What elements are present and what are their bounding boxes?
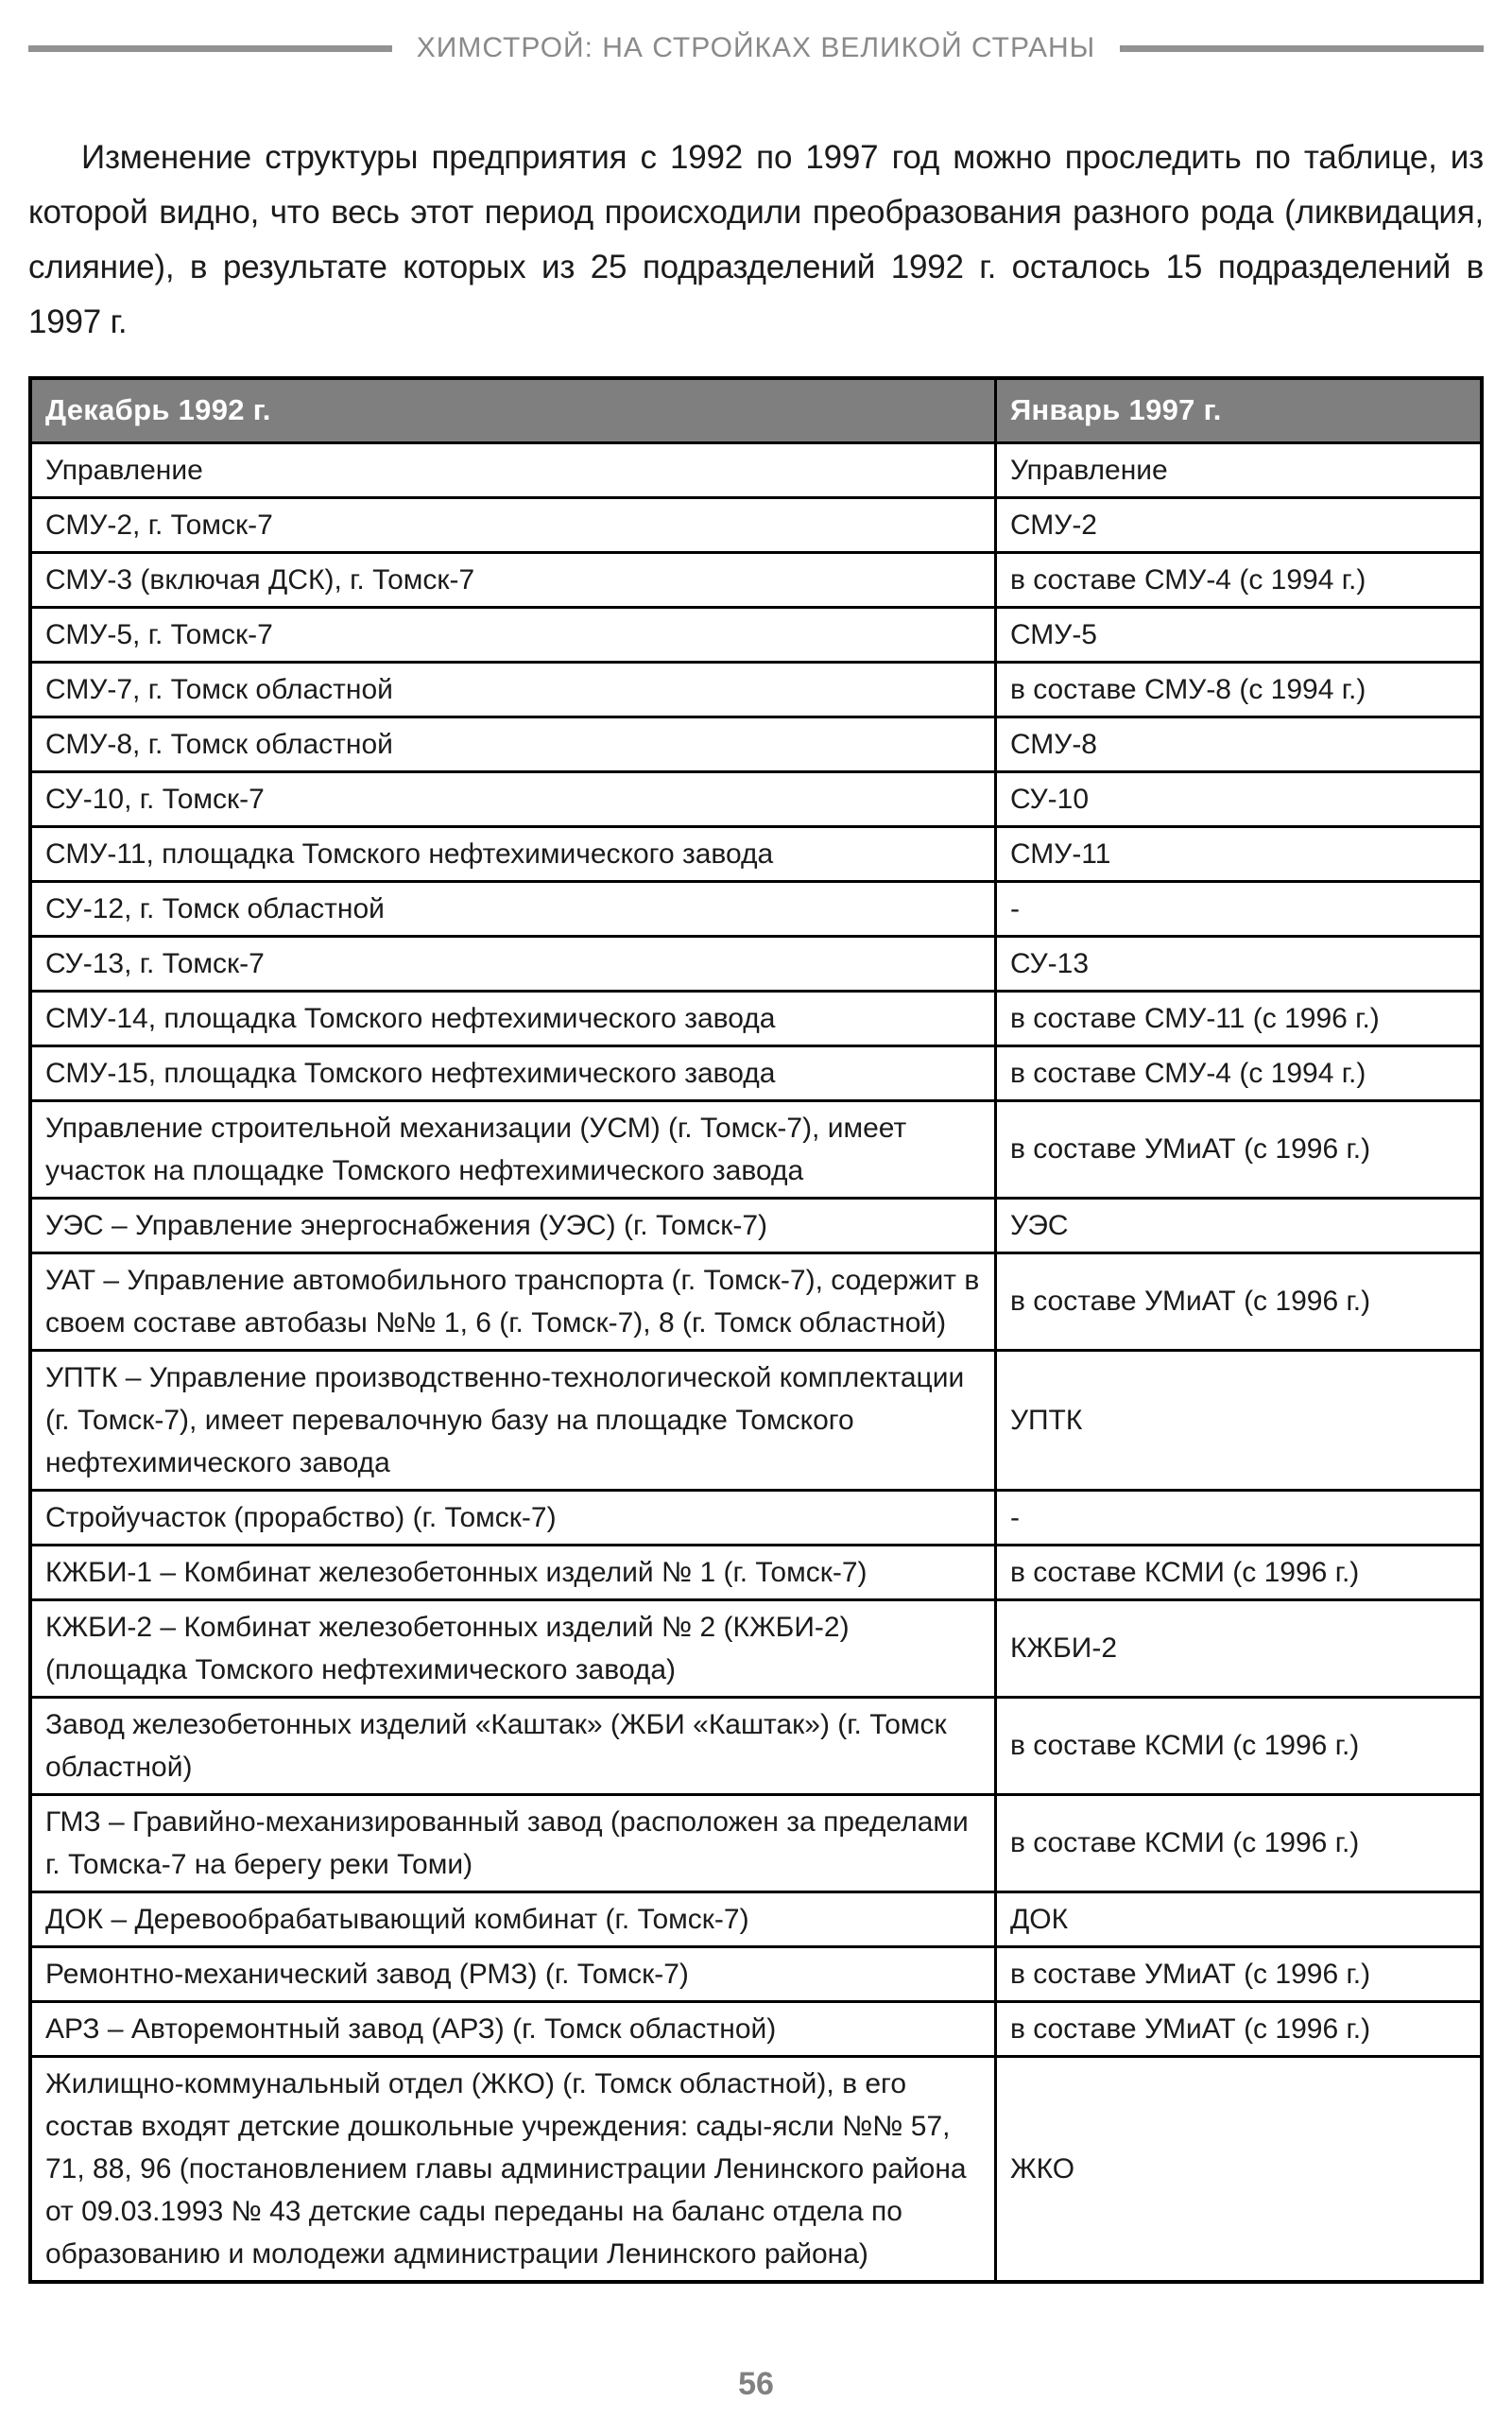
table-row [30, 826, 1482, 881]
header-rule-right [1120, 45, 1484, 52]
column-header-jan-1997: Январь 1997 г. [995, 378, 1482, 442]
table-row [30, 1697, 1482, 1794]
cell-dec-1992: Управление [30, 442, 995, 497]
cell-dec-1992: КЖБИ-2 – Комбинат железобетонных изделий № 2 (КЖБИ-2) (площадка Томского нефтехимического завода) [30, 1599, 995, 1697]
cell-jan-1997: в составе СМУ-8 (с 1994 г.) [995, 662, 1482, 717]
cell-dec-1992: АРЗ – Авторемонтный завод (АРЗ) (г. Томск областной) [30, 2001, 995, 2056]
table-header-row [30, 378, 1482, 442]
table-row [30, 771, 1482, 826]
page-number: 56 [738, 2366, 774, 2402]
table-row [30, 1100, 1482, 1198]
cell-dec-1992: Ремонтно-механический завод (РМЗ) (г. Томск-7) [30, 1946, 995, 2001]
cell-jan-1997: Управление [995, 442, 1482, 497]
cell-dec-1992: ГМЗ – Гравийно-механизированный завод (расположен за пределами г. Томска-7 на берегу реки Томи) [30, 1794, 995, 1891]
cell-dec-1992: Завод железобетонных изделий «Каштак» (ЖБИ «Каштак») (г. Томск областной) [30, 1697, 995, 1794]
cell-jan-1997: в составе КСМИ (с 1996 г.) [995, 1697, 1482, 1794]
cell-dec-1992: СУ-10, г. Томск-7 [30, 771, 995, 826]
cell-jan-1997: СУ-13 [995, 936, 1482, 991]
cell-dec-1992: СУ-13, г. Томск-7 [30, 936, 995, 991]
cell-dec-1992: Жилищно-коммунальный отдел (ЖКО) (г. Томск областной), в его состав входят детские дошкольные учреждения: сады-ясли №№ 57, 71, 88, 96 (постановлением главы администрации Ленинского района от 09.03.1993 № 43 детские сады переданы на баланс отдела по образованию и молодежи администрации Ленинского района) [30, 2056, 995, 2282]
cell-dec-1992: СМУ-8, г. Томск областной [30, 717, 995, 771]
table-row [30, 2001, 1482, 2056]
cell-jan-1997: в составе СМУ-4 (с 1994 г.) [995, 1045, 1482, 1100]
table-row [30, 442, 1482, 497]
table-row [30, 607, 1482, 662]
running-header-title: ХИМСТРОЙ: НА СТРОЙКАХ ВЕЛИКОЙ СТРАНЫ [416, 32, 1096, 63]
cell-dec-1992: СМУ-11, площадка Томского нефтехимического завода [30, 826, 995, 881]
cell-jan-1997: СУ-10 [995, 771, 1482, 826]
cell-jan-1997: в составе УМиАТ (с 1996 г.) [995, 2001, 1482, 2056]
table-row [30, 1794, 1482, 1891]
cell-jan-1997: в составе КСМИ (с 1996 г.) [995, 1794, 1482, 1891]
table-row [30, 552, 1482, 607]
cell-jan-1997: СМУ-11 [995, 826, 1482, 881]
cell-jan-1997: ДОК [995, 1891, 1482, 1946]
cell-dec-1992: УПТК – Управление производственно-технологической комплектации (г. Томск-7), имеет перевалочную базу на площадке Томского нефтехимического завода [30, 1350, 995, 1490]
cell-jan-1997: в составе УМиАТ (с 1996 г.) [995, 1946, 1482, 2001]
cell-dec-1992: СМУ-2, г. Томск-7 [30, 497, 995, 552]
table-row [30, 991, 1482, 1045]
cell-dec-1992: ДОК – Деревообрабатывающий комбинат (г. Томск-7) [30, 1891, 995, 1946]
cell-dec-1992: СУ-12, г. Томск областной [30, 881, 995, 936]
column-header-dec-1992: Декабрь 1992 г. [30, 378, 995, 442]
cell-dec-1992: УАТ – Управление автомобильного транспорта (г. Томск-7), содержит в своем составе автобазы №№ 1, 6 (г. Томск-7), 8 (г. Томск областной) [30, 1252, 995, 1350]
table-row [30, 1252, 1482, 1350]
org-structure-table [28, 376, 1484, 2284]
cell-jan-1997: в составе УМиАТ (с 1996 г.) [995, 1100, 1482, 1198]
table-row [30, 717, 1482, 771]
cell-jan-1997: СМУ-5 [995, 607, 1482, 662]
cell-dec-1992: КЖБИ-1 – Комбинат железобетонных изделий № 1 (г. Томск-7) [30, 1545, 995, 1599]
org-table-body [30, 442, 1482, 2282]
cell-dec-1992: СМУ-7, г. Томск областной [30, 662, 995, 717]
cell-dec-1992: Управление строительной механизации (УСМ) (г. Томск-7), имеет участок на площадке Томского нефтехимического завода [30, 1100, 995, 1198]
header-rule-left [28, 45, 392, 52]
table-row [30, 1490, 1482, 1545]
table-row [30, 662, 1482, 717]
cell-dec-1992: СМУ-3 (включая ДСК), г. Томск-7 [30, 552, 995, 607]
table-row [30, 1198, 1482, 1252]
table-row [30, 1045, 1482, 1100]
table-row [30, 881, 1482, 936]
cell-jan-1997: в составе СМУ-4 (с 1994 г.) [995, 552, 1482, 607]
table-row [30, 1946, 1482, 2001]
cell-jan-1997: КЖБИ-2 [995, 1599, 1482, 1697]
cell-dec-1992: УЭС – Управление энергоснабжения (УЭС) (г. Томск-7) [30, 1198, 995, 1252]
cell-dec-1992: СМУ-15, площадка Томского нефтехимического завода [30, 1045, 995, 1100]
cell-jan-1997: УЭС [995, 1198, 1482, 1252]
intro-paragraph: Изменение структуры предприятия с 1992 по 1997 год можно проследить по таблице, из которой видно, что весь этот период происходили преобразования разного рода (ликвидация, слияние), в результате которых из 25 подразделений 1992 г. осталось 15 подразделений в 1997 г. [28, 139, 1484, 341]
cell-jan-1997: в составе СМУ-11 (с 1996 г.) [995, 991, 1482, 1045]
cell-jan-1997: СМУ-8 [995, 717, 1482, 771]
cell-dec-1992: СМУ-5, г. Томск-7 [30, 607, 995, 662]
cell-jan-1997: УПТК [995, 1350, 1482, 1490]
table-row [30, 2056, 1482, 2282]
cell-jan-1997: - [995, 1490, 1482, 1545]
table-row [30, 1545, 1482, 1599]
table-row [30, 1599, 1482, 1697]
table-row [30, 1350, 1482, 1490]
table-row [30, 936, 1482, 991]
cell-jan-1997: в составе УМиАТ (с 1996 г.) [995, 1252, 1482, 1350]
table-row [30, 497, 1482, 552]
cell-dec-1992: СМУ-14, площадка Томского нефтехимического завода [30, 991, 995, 1045]
cell-jan-1997: СМУ-2 [995, 497, 1482, 552]
cell-jan-1997: в составе КСМИ (с 1996 г.) [995, 1545, 1482, 1599]
cell-jan-1997: - [995, 881, 1482, 936]
table-row [30, 1891, 1482, 1946]
running-header [28, 32, 1484, 64]
cell-dec-1992: Стройучасток (прорабство) (г. Томск-7) [30, 1490, 995, 1545]
cell-jan-1997: ЖКО [995, 2056, 1482, 2282]
